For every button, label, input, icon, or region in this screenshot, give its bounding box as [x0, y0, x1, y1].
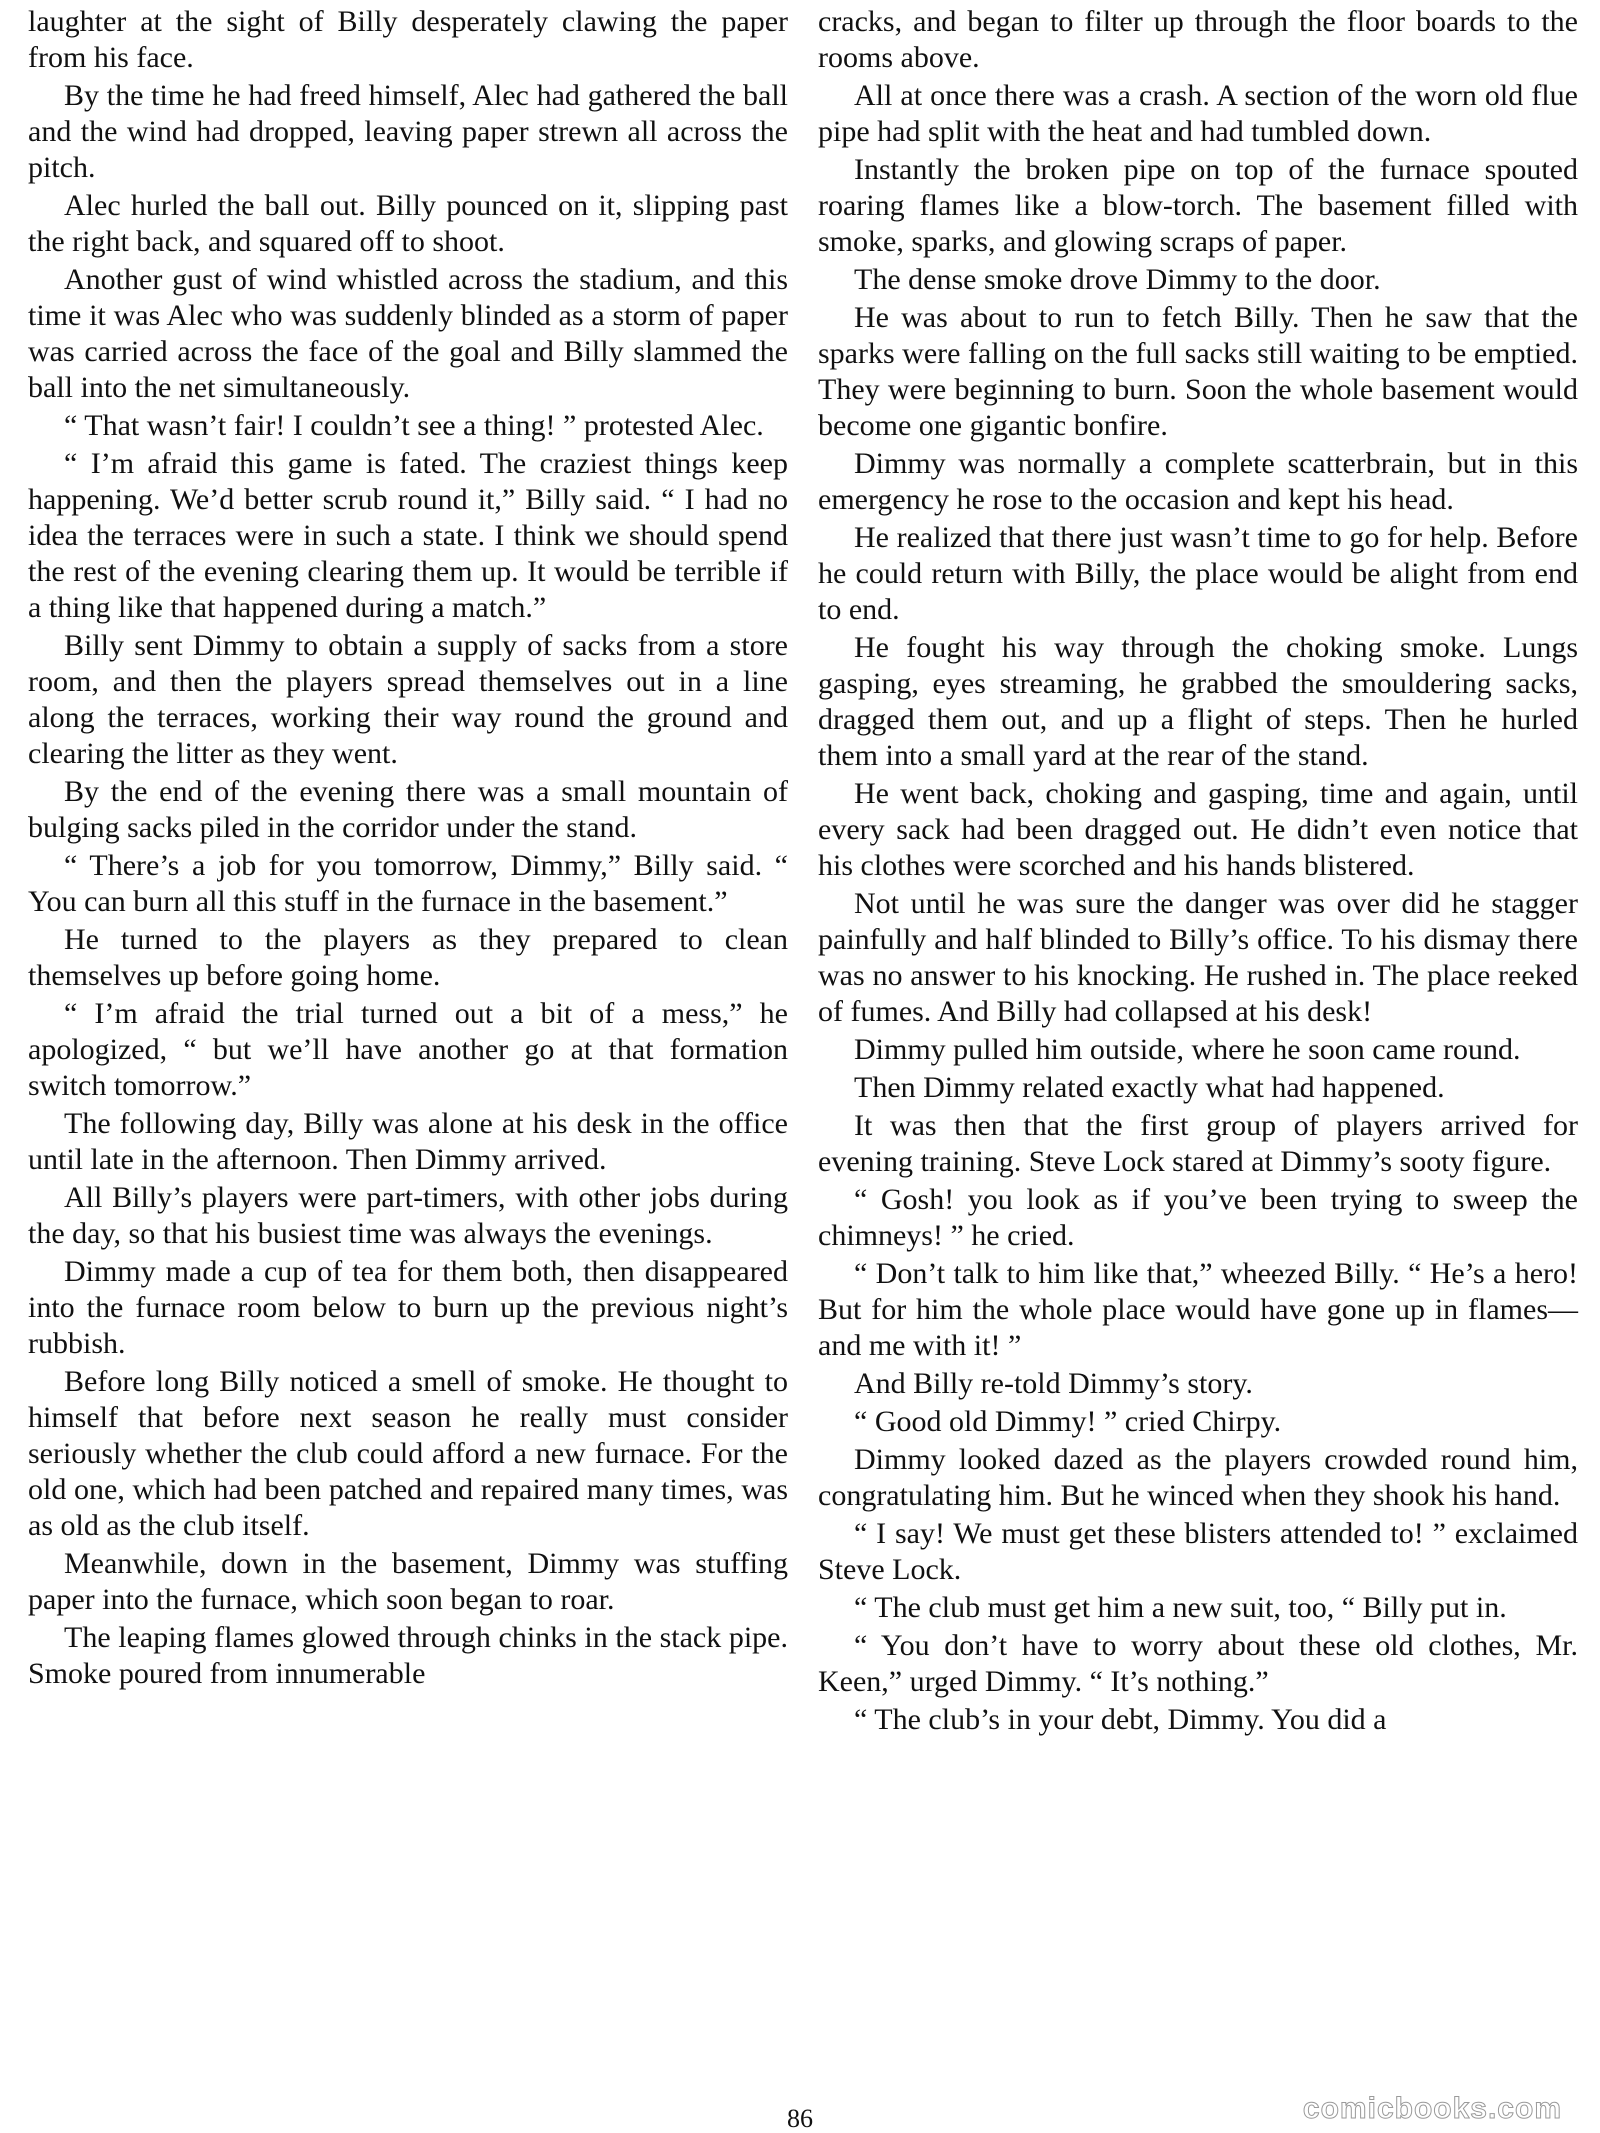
paragraph: By the end of the evening there was a small mountain of bulging sacks piled in the corridor under the stand. [28, 775, 788, 844]
paragraph: Before long Billy noticed a smell of smoke. He thought to himself that before next season he really must consider seriously whether the club could afford a new furnace. For the old one, which had been patched and repaired many times, was as old as the club itself. [28, 1365, 788, 1542]
watermark-logo: comicbooks.com [1302, 2092, 1562, 2125]
paragraph: The following day, Billy was alone at his desk in the office until late in the afternoon. Then Dimmy arrived. [28, 1107, 788, 1176]
paragraph: Dimmy made a cup of tea for them both, then disappeared into the furnace room below to burn up the previous night’s rubbish. [28, 1255, 788, 1360]
paragraph: “ Don’t talk to him like that,” wheezed Billy. “ He’s a hero! But for him the whole place would have gone up in flames—and me with it! ” [818, 1257, 1578, 1362]
paragraph: He realized that there just wasn’t time to go for help. Before he could return with Billy, the place would be alight from end to end. [818, 521, 1578, 626]
paragraph: cracks, and began to filter up through the floor boards to the rooms above. [818, 5, 1578, 74]
paragraph: He was about to run to fetch Billy. Then he saw that the sparks were falling on the full sacks still waiting to be emptied. They were beginning to burn. Soon the whole basement would become one gigantic bonfire. [818, 301, 1578, 442]
paragraph: “ I say! We must get these blisters attended to! ” exclaimed Steve Lock. [818, 1517, 1578, 1586]
paragraph: Dimmy looked dazed as the players crowded round him, congratulating him. But he winced when they shook his hand. [818, 1443, 1578, 1512]
paragraph: He went back, choking and gasping, time and again, until every sack had been dragged out. He didn’t even notice that his clothes were scorched and his hands blistered. [818, 777, 1578, 882]
paragraph: Meanwhile, down in the basement, Dimmy was stuffing paper into the furnace, which soon began to roar. [28, 1547, 788, 1616]
paragraph: Instantly the broken pipe on top of the furnace spouted roaring flames like a blow-torch. The basement filled with smoke, sparks, and glowing scraps of paper. [818, 153, 1578, 258]
paragraph: He turned to the players as they prepared to clean themselves up before going home. [28, 923, 788, 992]
paragraph: “ The club must get him a new suit, too, “ Billy put in. [854, 1591, 1507, 1624]
paragraph: By the time he had freed himself, Alec had gathered the ball and the wind had dropped, leaving paper strewn all across the pitch. [28, 79, 788, 184]
paragraph: Then Dimmy related exactly what had happened. [854, 1071, 1445, 1104]
page-number: 86 [787, 2104, 813, 2133]
paragraph: The leaping flames glowed through chinks in the stack pipe. Smoke poured from innumerable [28, 1621, 788, 1690]
paragraph: It was then that the first group of players arrived for evening training. Steve Lock stared at Dimmy’s sooty figure. [818, 1109, 1578, 1178]
paragraph: Billy sent Dimmy to obtain a supply of sacks from a store room, and then the players spread themselves out in a line along the terraces, working their way round the ground and clearing the litter as they went. [28, 629, 788, 770]
paragraph: “ I’m afraid this game is fated. The craziest things keep happening. We’d better scrub round it,” Billy said. “ I had no idea the terraces were in such a state. I think we should spend the rest of the evening clearing them up. It would be terrible if a thing like that happened during a match.” [28, 447, 788, 624]
paragraph: “ Good old Dimmy! ” cried Chirpy. [854, 1405, 1282, 1438]
paragraph: “ I’m afraid the trial turned out a bit of a mess,” he apologized, “ but we’ll have another go at that formation switch tomorrow.” [28, 997, 788, 1102]
paragraph: Alec hurled the ball out. Billy pounced on it, slipping past the right back, and squared off to shoot. [28, 189, 788, 258]
paragraph: And Billy re-told Dimmy’s story. [854, 1367, 1253, 1400]
paragraph: Dimmy was normally a complete scatterbrain, but in this emergency he rose to the occasion and kept his head. [818, 447, 1578, 516]
paragraph: “ There’s a job for you tomorrow, Dimmy,” Billy said. “ You can burn all this stuff in the furnace in the basement.” [28, 849, 788, 918]
paragraph: Dimmy pulled him outside, where he soon came round. [854, 1033, 1521, 1066]
paragraph: The dense smoke drove Dimmy to the door. [854, 263, 1381, 296]
paragraph: All at once there was a crash. A section of the worn old flue pipe had split with the heat and had tumbled down. [818, 79, 1578, 148]
left-text-column [28, 4, 788, 1694]
paragraph: He fought his way through the choking smoke. Lungs gasping, eyes streaming, he grabbed the smouldering sacks, dragged them out, and up a flight of steps. Then he hurled them into a small yard at the rear of the stand. [818, 631, 1578, 772]
right-text-column [818, 4, 1578, 1740]
paragraph: “ That wasn’t fair! I couldn’t see a thing! ” protested Alec. [64, 409, 764, 442]
paragraph: “ The club’s in your debt, Dimmy. You did a [854, 1703, 1387, 1736]
paragraph: “ You don’t have to worry about these old clothes, Mr. Keen,” urged Dimmy. “ It’s nothing.” [818, 1629, 1578, 1698]
paragraph: “ Gosh! you look as if you’ve been trying to sweep the chimneys! ” he cried. [818, 1183, 1578, 1252]
paragraph: All Billy’s players were part-timers, with other jobs during the day, so that his busiest time was always the evenings. [28, 1181, 788, 1250]
paragraph: Not until he was sure the danger was over did he stagger painfully and half blinded to Billy’s office. To his dismay there was no answer to his knocking. He rushed in. The place reeked of fumes. And Billy had collapsed at his desk! [818, 887, 1578, 1028]
paragraph: Another gust of wind whistled across the stadium, and this time it was Alec who was suddenly blinded as a storm of paper was carried across the face of the goal and Billy slammed the ball into the net simultaneously. [28, 263, 788, 404]
paragraph: laughter at the sight of Billy desperately clawing the paper from his face. [28, 5, 788, 74]
